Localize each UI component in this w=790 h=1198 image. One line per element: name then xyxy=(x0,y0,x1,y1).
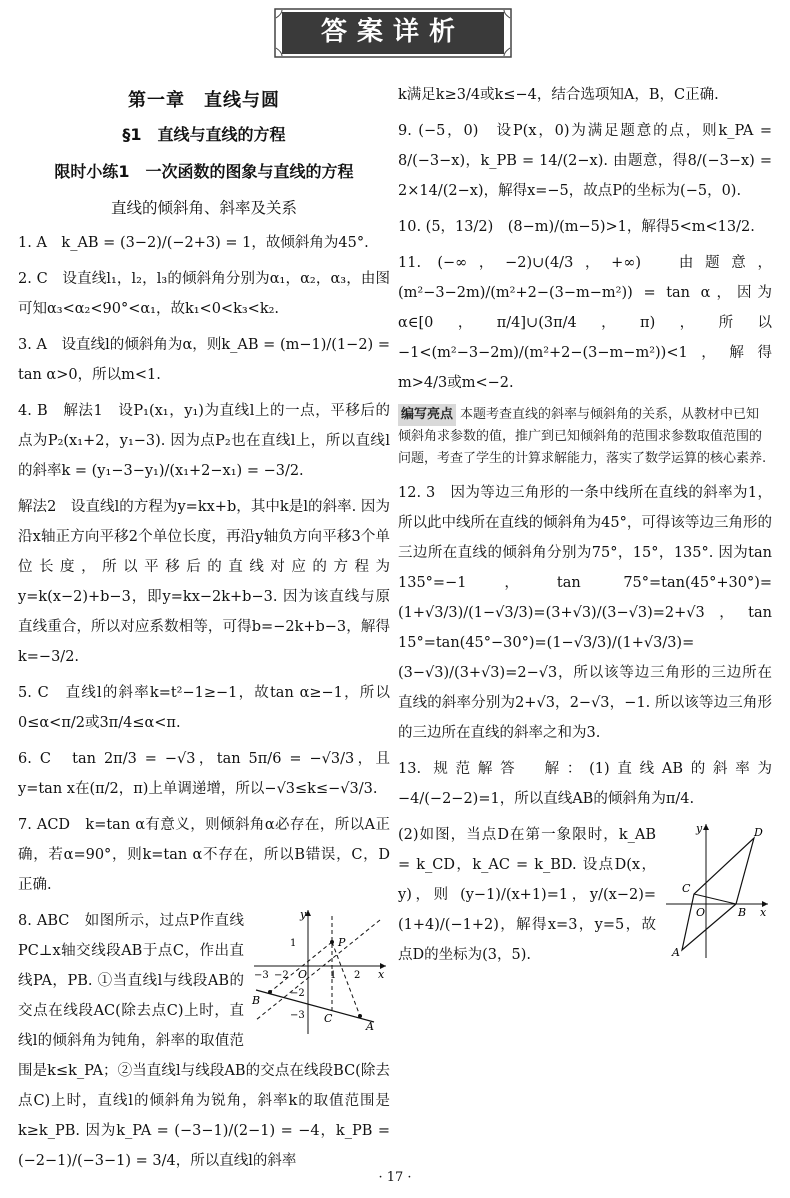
fig1-tick-x-neg3: −3 xyxy=(254,970,269,981)
highlight-tag: 编写亮点 xyxy=(398,404,456,426)
fig1-label-p: P xyxy=(338,936,346,949)
fig2-label-a: A xyxy=(672,946,680,959)
fig2-label-y: y xyxy=(696,822,703,835)
fig1-tick-x-1: 1 xyxy=(330,970,337,981)
fig1-tick-x-2: 2 xyxy=(354,970,361,981)
fig1-label-c: C xyxy=(324,1012,333,1025)
fig1-label-b: B xyxy=(252,994,261,1007)
answer-10: 10. (5，13/2) (8−m)/(m−5)>1，解得5<m<13/2. xyxy=(398,219,755,235)
figure-coordinate-plot-2 xyxy=(662,820,772,960)
fig1-tick-x-neg2: −2 xyxy=(274,970,289,981)
fig2-label-d: D xyxy=(754,826,763,839)
answer-6: 6. C tan 2π/3 = −√3，tan 5π/6 = −√3/3，且y=tan x在(π/2，π)上单调递增，所以−√3≤k≤−√3/3. xyxy=(18,751,390,797)
fig2-label-o: O xyxy=(696,906,706,919)
banner-title: 答案详析 xyxy=(320,17,465,47)
fig1-label-o: O xyxy=(298,968,308,981)
answer-11: 11. (−∞，−2)∪(4/3，+∞) 由题意，(m²−3−2m)/(m²+2−(3−m−m²)) = tan α，因为α∈[0，π/4]∪(3π/4，π)，所以−1<(m²−3−2m)/(m²+2−(3−m−m²))<1，解得m>4/3或m<−2. xyxy=(398,255,772,391)
practice-heading: 限时小练1 一次函数的图象与直线的方程 xyxy=(54,162,354,181)
fig1-label-x: x xyxy=(378,968,385,981)
fig1-label-a: A xyxy=(366,1020,374,1033)
answer-8: 8. ABC 如图所示，过点P作直线PC⊥x轴交线段AB于点C，作出直线PA，PB. ①当直线l与线段AB的交点在线段AC(除去点C)上时，直线l的倾斜角为钝角，斜率的取值范围是k≤k_PA；②当直线l与线段AB的交点在线段BC(除去点C)上时，直线l的倾斜角为锐角，斜率k的取值范围是k≥k_PB. 因为k_PA = (−3−1)/(2−1) = −4，k_PB = (−2−1)/(−3−1) = 3/4，所以直线l的斜率 xyxy=(18,913,390,1169)
answer-1: 1. A k_AB = (3−2)/(−2+3) = 1，故倾斜角为45°. xyxy=(18,235,369,251)
fig2-label-c: C xyxy=(682,882,691,895)
answer-13-part-1: 13. 规范解答 解：(1)直线AB的斜率为−4/(−2−2)=1，所以直线AB的倾斜角为π/4. xyxy=(398,761,772,807)
answer-5: 5. C 直线l的斜率k=t²−1≥−1，故tan α≥−1，所以0≤α<π/2或3π/4≤α<π. xyxy=(18,685,390,731)
answer-4-method-2: 解法2 设直线l的方程为y=kx+b，其中k是l的斜率. 因为沿x轴正方向平移2个单位长度，再沿y轴负方向平移3个单位长度，所以平移后的直线对应的方程为y=k(x−2)+b−3，即y=kx−2k+b−3. 因为该直线与原直线重合，所以对应系数相等，可得b=−2k+b−3，解得k=−3/2. xyxy=(18,499,390,665)
fig1-tick-y-neg3: −3 xyxy=(290,1010,305,1021)
highlight-box xyxy=(398,404,772,470)
answer-12: 12. 3 因为等边三角形的一条中线所在直线的斜率为1，所以此中线所在直线的倾斜角为45°，可得该等边三角形的三边所在直线的倾斜角分别为75°，15°，135°. 因为tan 135°=−1，tan 75°=tan(45°+30°)=(1+√3/3)/(1−√3/3)=(3+√3)/(3−√3)=2+√3，tan 15°=tan(45°−30°)=(1−√3/3)/(1+√3/3)=(3−√3)/(3+√3)=2−√3，所以该等边三角形的三边所在直线的斜率分别为2+√3，2−√3，−1. 所以该等边三角形的三边所在直线的斜率之和为3. xyxy=(398,485,772,741)
fig1-tick-y-neg2: −2 xyxy=(290,988,305,999)
fig2-label-b: B xyxy=(738,906,747,919)
fig2-label-x: x xyxy=(760,906,767,919)
title-banner xyxy=(274,8,512,58)
answer-4-method-1: 4. B 解法1 设P₁(x₁，y₁)为直线l上的一点，平移后的点为P₂(x₁+2，y₁−3). 因为点P₂也在直线l上，所以直线l的斜率k = (y₁−3−y₁)/(x₁+2−x₁) = −3/2. xyxy=(18,403,390,479)
chapter-heading: 第一章 直线与圆 xyxy=(128,90,280,111)
highlight-text: 本题考查直线的斜率与倾斜角的关系，从教材中已知倾斜角求参数的值，推广到已知倾斜角的范围求参数取值范围的问题，考查了学生的计算求解能力，落实了数学运算的核心素养. xyxy=(398,407,767,466)
answer-3: 3. A 设直线l的倾斜角为α，则k_AB = (m−1)/(1−2) = tan α>0，所以m<1. xyxy=(18,337,390,383)
left-column xyxy=(18,80,390,1182)
page-number: · 17 · xyxy=(378,1170,412,1185)
right-column xyxy=(398,80,772,976)
answer-7: 7. ACD k=tan α有意义，则倾斜角α必存在，所以A正确，若α=90°，则k=tan α不存在，所以B错误，C，D正确. xyxy=(18,817,390,893)
fig1-label-y: y xyxy=(300,908,307,921)
answer-13-part-2-block xyxy=(398,820,772,970)
answer-8-continued: k满足k≥3/4或k≤−4，结合选项知A，B，C正确. xyxy=(398,87,719,103)
answer-9: 9. (−5，0) 设P(x，0)为满足题意的点，则k_PA = 8/(−3−x)，k_PB = 14/(2−x). 由题意，得8/(−3−x) = 2×14/(2−x)，解得x=−5，故点P的坐标为(−5，0). xyxy=(398,123,772,199)
answer-8-block xyxy=(18,906,390,1176)
section-heading: §1 直线与直线的方程 xyxy=(122,125,286,144)
figure-coordinate-plot-1 xyxy=(250,906,390,1036)
answer-2: 2. C 设直线l₁，l₂，l₃的倾斜角分别为α₁，α₂，α₃，由图可知α₃<α₂<90°<α₁，故k₁<0<k₃<k₂. xyxy=(18,271,390,317)
fig2-parallelogram xyxy=(682,838,754,950)
topic-heading: 直线的倾斜角、斜率及关系 xyxy=(110,199,297,217)
answer-13-part-2: (2)如图，当点D在第一象限时，k_AB = k_CD，k_AC = k_BD. 设点D(x，y)，则 (y−1)/(x+1)=1，y/(x−2)=(1+4)/(−1+2)，解得x=3，y=5，故点D的坐标为(3，5). xyxy=(398,827,656,963)
fig1-tick-y-1: 1 xyxy=(290,938,297,949)
